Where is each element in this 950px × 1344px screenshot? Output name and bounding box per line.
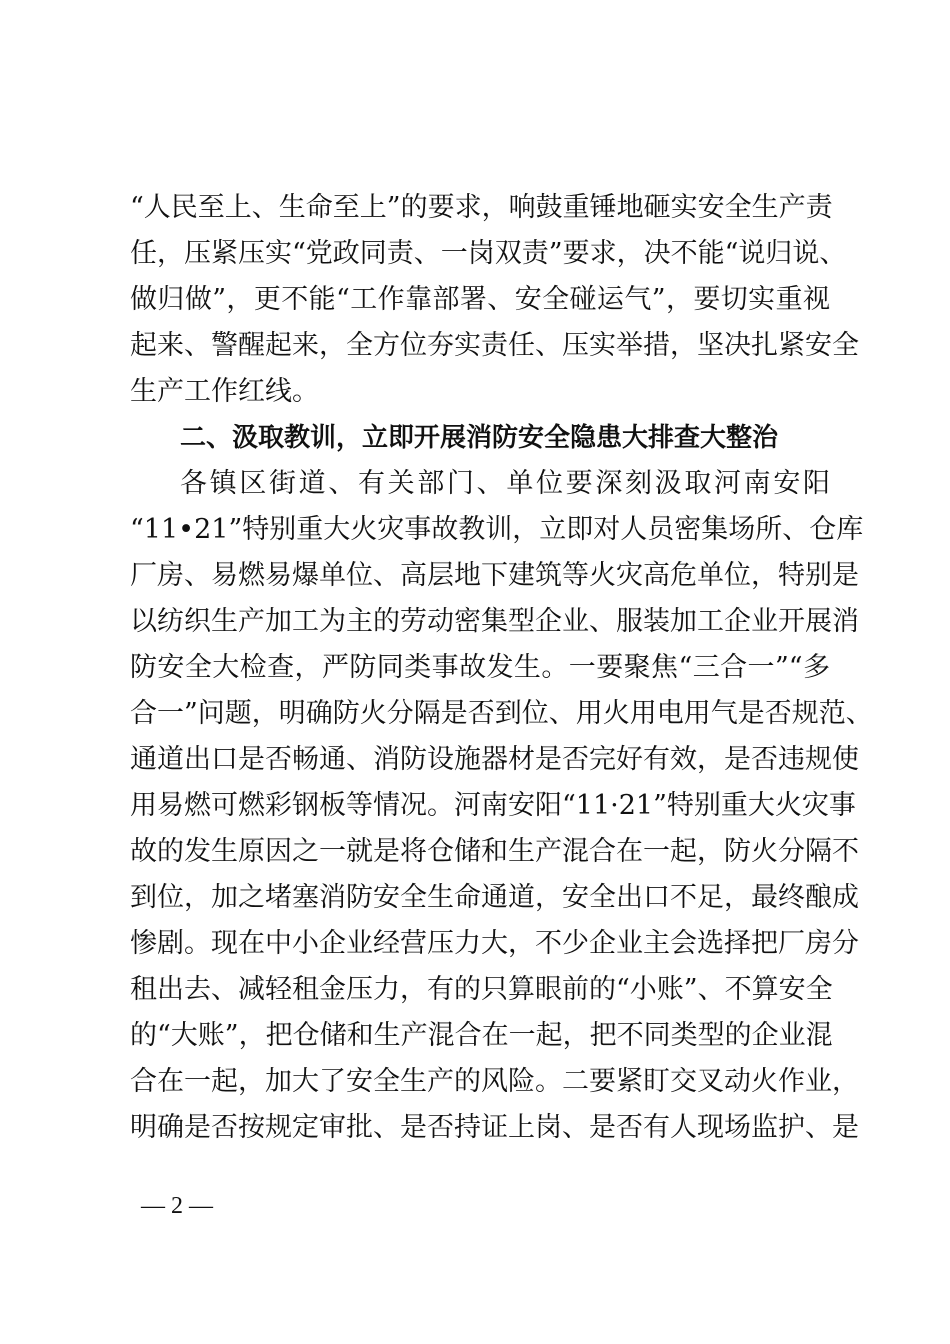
paragraph-line: 防安全大检查，严防同类事故发生。一要聚焦“三合一”“多: [130, 652, 830, 683]
paragraph-line: 惨剧。现在中小企业经营压力大，不少企业主会选择把厂房分: [130, 928, 859, 959]
paragraph-line: 故的发生原因之一就是将仓储和生产混合在一起，防火分隔不: [130, 836, 859, 867]
paragraph-line: 生产工作红线。: [130, 376, 319, 407]
paragraph-line: 合一”问题，明确防火分隔是否到位、用火用电用气是否规范、: [130, 698, 873, 729]
paragraph-line: 合在一起，加大了安全生产的风险。二要紧盯交叉动火作业，: [130, 1066, 859, 1097]
paragraph-line: 各镇区街道、有关部门、单位要深刻汲取河南安阳: [180, 468, 830, 499]
paragraph-line: 明确是否按规定审批、是否持证上岗、是否有人现场监护、是: [130, 1112, 859, 1143]
paragraph-line: 做归做”，更不能“工作靠部署、安全碰运气”，要切实重视: [130, 284, 830, 315]
page-number: — 2 —: [141, 1193, 213, 1219]
paragraph-line: 用易燃可燃彩钢板等情况。河南安阳“11·21”特别重大火灾事: [130, 790, 856, 821]
paragraph-line: 的“大账”，把仓储和生产混合在一起，把不同类型的企业混: [130, 1020, 833, 1051]
section-heading: 二、汲取教训，立即开展消防安全隐患大排查大整治: [180, 423, 779, 453]
paragraph-line: “11•21”特别重大火灾事故教训，立即对人员密集场所、仓库: [130, 514, 864, 545]
paragraph-line: 以纺织生产加工为主的劳动密集型企业、服装加工企业开展消: [130, 606, 859, 637]
paragraph-line: 通道出口是否畅通、消防设施器材是否完好有效，是否违规使: [130, 744, 859, 775]
paragraph-line: 到位，加之堵塞消防安全生命通道，安全出口不足，最终酿成: [130, 882, 859, 913]
paragraph-line: “人民至上、生命至上”的要求，响鼓重锤地砸实安全生产责: [130, 192, 833, 223]
paragraph-line: 任，压紧压实“党政同责、一岗双责”要求，决不能“说归说、: [130, 238, 847, 269]
paragraph-line: 租出去、减轻租金压力，有的只算眼前的“小账”、不算安全: [130, 974, 833, 1005]
paragraph-line: 起来、警醒起来，全方位夯实责任、压实举措，坚决扎紧安全: [130, 330, 859, 361]
paragraph-line: 厂房、易燃易爆单位、高层地下建筑等火灾高危单位，特别是: [130, 560, 859, 591]
